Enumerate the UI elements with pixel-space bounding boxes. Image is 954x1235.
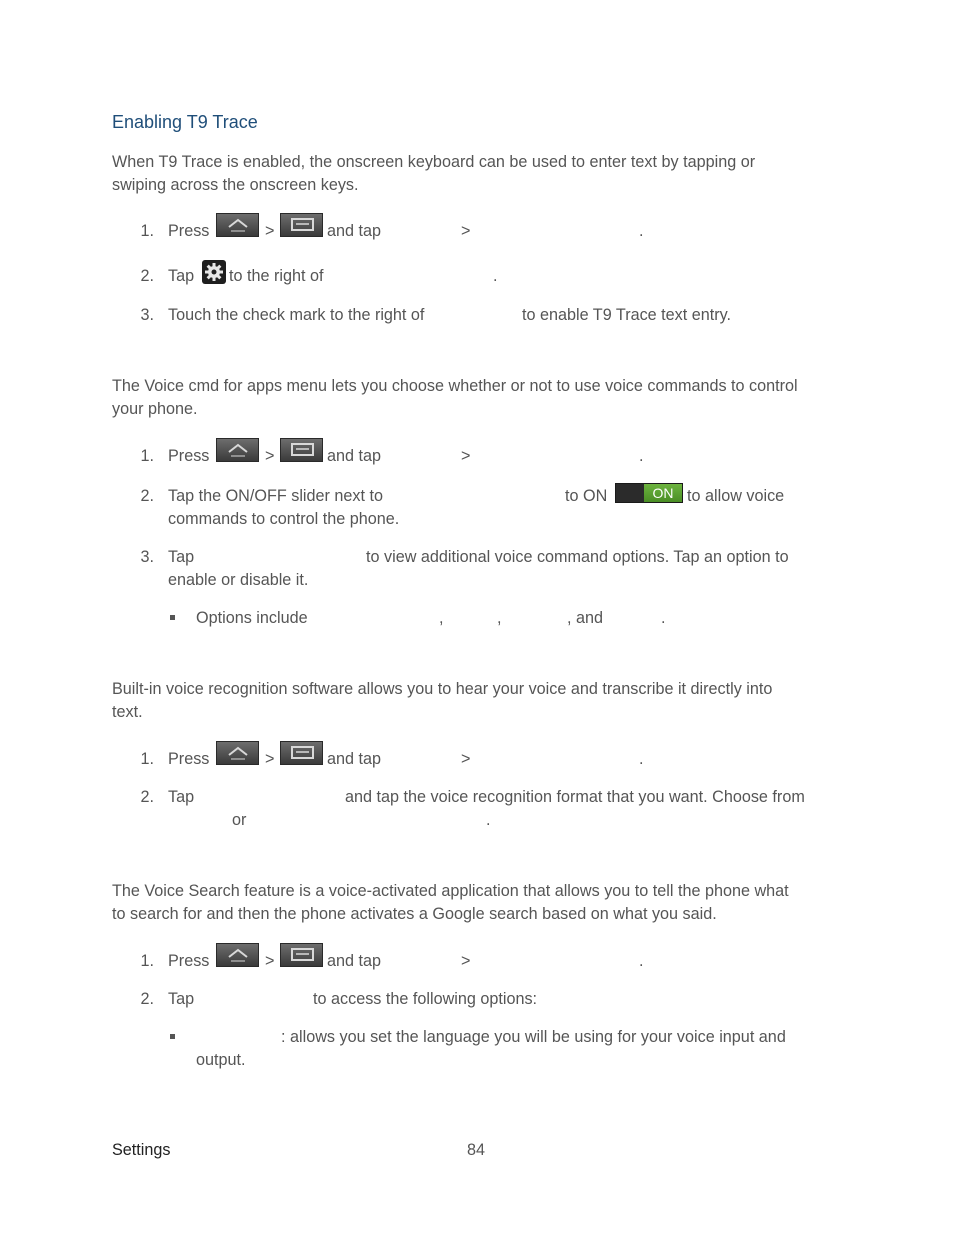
separator-gt: >	[265, 750, 275, 768]
home-key-icon	[216, 943, 259, 967]
step-number: 3.	[140, 306, 154, 324]
step-text-press: Press	[168, 952, 210, 970]
step-period: .	[639, 952, 644, 970]
home-key-icon	[216, 438, 259, 462]
step-text-and-tap: and tap	[327, 447, 382, 465]
page-number: 84	[467, 1141, 486, 1159]
home-key-icon	[216, 213, 259, 237]
step-number: 3.	[140, 548, 154, 566]
separator-gt: >	[461, 447, 471, 465]
separator-gt: >	[265, 222, 275, 240]
menu-key-icon	[280, 943, 323, 967]
step-text-line2: enable or disable it.	[168, 571, 309, 589]
step-text: to allow voice	[687, 487, 785, 505]
step-period: .	[639, 447, 644, 465]
section-heading-t9-trace: Enabling T9 Trace	[112, 112, 258, 132]
t9-intro-line1: When T9 Trace is enabled, the onscreen keyboard can be used to enter text by tapping or	[112, 153, 756, 171]
step-text-tap: Tap	[168, 990, 195, 1008]
menu-key-icon	[280, 741, 323, 765]
step-text: to enable T9 Trace text entry.	[522, 306, 732, 324]
voice-search-intro-line1: The Voice Search feature is a voice-activated application that allows you to tell the phone what	[112, 882, 789, 900]
step-number: 1.	[140, 447, 154, 465]
step-text-to-on: to ON	[565, 487, 608, 505]
separator-gt: >	[461, 750, 471, 768]
home-key-icon	[216, 741, 259, 765]
step-text-and-tap: and tap	[327, 952, 382, 970]
step-number: 2.	[140, 788, 154, 806]
separator-gt: >	[461, 222, 471, 240]
bullet-marker	[170, 1034, 175, 1039]
bullet-and: , and	[567, 609, 604, 627]
step-period: .	[486, 811, 491, 829]
bullet-comma: ,	[497, 609, 502, 627]
step-period: .	[639, 750, 644, 768]
step-text-press: Press	[168, 222, 210, 240]
separator-gt: >	[265, 952, 275, 970]
step-number: 1.	[140, 750, 154, 768]
bullet-comma: ,	[439, 609, 444, 627]
step-number: 1.	[140, 222, 154, 240]
step-text-line2: commands to control the phone.	[168, 510, 400, 528]
bullet-period: .	[661, 609, 666, 627]
step-text-press: Press	[168, 750, 210, 768]
step-text: to access the following options:	[313, 990, 538, 1008]
voice-rec-intro-line2: text.	[112, 703, 143, 721]
menu-key-icon	[280, 213, 323, 237]
on-toggle-icon	[615, 483, 683, 503]
step-text: Tap the ON/OFF slider next to	[168, 487, 384, 505]
step-text: to the right of	[229, 267, 324, 285]
step-text: and tap the voice recognition format that you want. Choose from	[345, 788, 805, 806]
menu-key-icon	[280, 438, 323, 462]
step-text-and-tap: and tap	[327, 750, 382, 768]
step-text: Touch the check mark to the right of	[168, 306, 425, 324]
step-number: 2.	[140, 990, 154, 1008]
step-text-or: or	[232, 811, 247, 829]
step-text-tap: Tap	[168, 548, 195, 566]
step-text: to view additional voice command options. Tap an option to	[366, 548, 789, 566]
t9-intro-line2: swiping across the onscreen keys.	[112, 176, 359, 194]
step-text-and-tap: and tap	[327, 222, 382, 240]
step-number: 2.	[140, 267, 154, 285]
voice-rec-intro-line1: Built-in voice recognition software allows you to hear your voice and transcribe it directly into	[112, 680, 773, 698]
step-number: 1.	[140, 952, 154, 970]
step-number: 2.	[140, 487, 154, 505]
voice-search-intro-line2: to search for and then the phone activates a Google search based on what you said.	[112, 905, 717, 923]
bullet-marker	[170, 615, 175, 620]
toggle-on-label: ON	[644, 484, 682, 502]
bullet-text: Options include	[196, 609, 308, 627]
bullet-text-line2: output.	[196, 1051, 246, 1069]
bullet-text: : allows you set the language you will be using for your voice input and	[281, 1028, 786, 1046]
step-text-press: Press	[168, 447, 210, 465]
step-period: .	[493, 267, 498, 285]
separator-gt: >	[461, 952, 471, 970]
step-text-tap: Tap	[168, 788, 195, 806]
step-text-tap: Tap	[168, 267, 195, 285]
voice-cmd-intro-line1: The Voice cmd for apps menu lets you choose whether or not to use voice commands to control	[112, 377, 798, 395]
step-period: .	[639, 222, 644, 240]
separator-gt: >	[265, 447, 275, 465]
voice-cmd-intro-line2: your phone.	[112, 400, 198, 418]
footer-section-name: Settings	[112, 1141, 171, 1159]
gear-icon	[202, 260, 226, 284]
